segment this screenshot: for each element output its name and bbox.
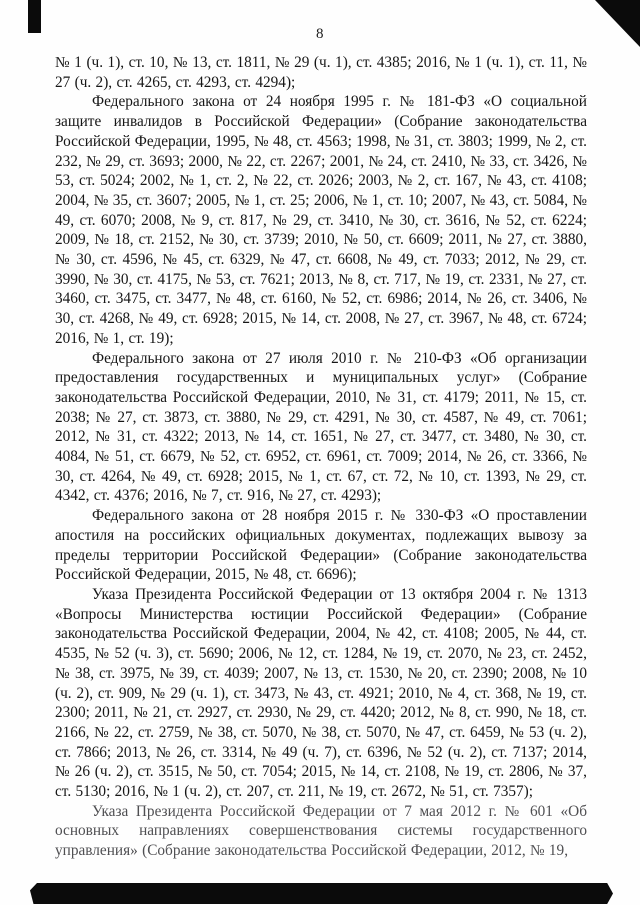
paragraph-law-210-fz: Федерального закона от 27 июля 2010 г. № 210-ФЗ «Об организации предоставления государственных и муниципальных услуг» (Собрание законодательства Российской Федерации, 2010, № 31, ст. 4179; 2011, № 15, ст. 2038; № 27, ст. 3873, ст. 3880, № 29, ст. 4291, № 30, ст. 4587, № 49, ст. 7061; 2012, № 31, ст. 4322; 2013, № 14, ст. 1651, № 27, ст. 3477, ст. 3480, № 30, ст. 4084, № 51, ст. 6679, № 52, ст. 6952, ст. 6961, ст. 7009; 2014, № 26, ст. 3366, № 30, ст. 4264, № 49, ст. 6928; 2015, № 1, ст. 67, ст. 72, № 10, ст. 1393, № 29, ст. 4342, ст. 4376; 2016, № 7, ст. 916, № 27, ст. 4293); (55, 349, 587, 505)
page-number: 8 (316, 26, 324, 42)
paragraph-continuation: № 1 (ч. 1), ст. 10, № 13, ст. 1811, № 29 (ч. 1), ст. 4385; 2016, № 1 (ч. 1), ст. 11, № 27 (ч. 2), ст. 4265, ст. 4293, ст. 4294); (55, 54, 587, 91)
paragraph-decree-601: Указа Президента Российской Федерации от 7 мая 2012 г. № 601 «Об основных направлениях совершенствования системы государственного управления» (Собрание законодательства Российской Федерации, 2012, № 19, (55, 802, 587, 860)
paragraph-law-181-fz: Федерального закона от 24 ноября 1995 г. № 181-ФЗ «О социальной защите инвалидов в Российской Федерации» (Собрание законодательства Российской Федерации, 1995, № 48, ст. 4563; 1998, № 31, ст. 3803; 1999, № 2, ст. 232, № 29, ст. 3693; 2000, № 22, ст. 2267; 2001, № 24, ст. 2410, № 33, ст. 3426, № 53, ст. 5024; 2002, № 1, ст. 2, № 22, ст. 2026; 2003, № 2, ст. 167, № 43, ст. 4108; 2004, № 35, ст. 3607; 2005, № 1, ст. 25; 2006, № 1, ст. 10; 2007, № 43, ст. 5084, № 49, ст. 6070; 2008, № 9, ст. 817, № 29, ст. 3410, № 30, ст. 3616, № 52, ст. 6224; 2009, № 18, ст. 2152, № 30, ст. 3739; 2010, № 50, ст. 6609; 2011, № 27, ст. 3880, № 30, ст. 4596, № 45, ст. 6329, № 47, ст. 6608, № 49, ст. 7033; 2012, № 29, ст. 3990, № 30, ст. 4175, № 53, ст. 7621; 2013, № 8, ст. 717, № 19, ст. 2331, № 27, ст. 3460, ст. 3475, ст. 3477, № 48, ст. 6160, № 52, ст. 6986; 2014, № 26, ст. 3406, № 30, ст. 4268, № 49, ст. 6928; 2015, № 14, ст. 2008, № 27, ст. 3967, № 48, ст. 6724; 2016, № 1, ст. 19); (55, 93, 587, 347)
scan-artifact-bottom-bar (30, 883, 613, 904)
paragraph-decree-1313: Указа Президента Российской Федерации от 13 октября 2004 г. № 1313 «Вопросы Министерства юстиции Российской Федерации» (Собрание законодательства Российской Федерации, 2004, № 42, ст. 4108; 2005, № 44, ст. 4535, № 52 (ч. 3), ст. 5690; 2006, № 12, ст. 1284, № 19, ст. 2070, № 23, ст. 2452, № 38, ст. 3975, № 39, ст. 4039; 2007, № 13, ст. 1530, № 20, ст. 2390; 2008, № 10 (ч. 2), ст. 909, № 29 (ч. 1), ст. 3473, № 43, ст. 4921; 2010, № 4, ст. 368, № 19, ст. 2300; 2011, № 21, ст. 2927, ст. 2930, № 29, ст. 4420; 2012, № 8, ст. 990, № 18, ст. 2166, № 22, ст. 2759, № 38, ст. 5070, № 38, ст. 5070, № 47, ст. 6459, № 53 (ч. 2), ст. 7866; 2013, № 26, ст. 3314, № 49 (ч. 7), ст. 6396, № 52 (ч. 2), ст. 7137; 2014, № 26 (ч. 2), ст. 3515, № 50, ст. 7054; 2015, № 14, ст. 2108, № 19, ст. 2806, № 37, ст. 5130; 2016, № 1 (ч. 2), ст. 207, ст. 211, № 19, ст. 2672, № 51, ст. 7357); (55, 585, 587, 801)
document-body (55, 53, 587, 861)
paragraph-law-330-fz: Федерального закона от 28 ноября 2015 г. № 330-ФЗ «О проставлении апостиля на российских официальных документах, подлежащих вывозу за пределы территории Российской Федерации» (Собрание законодательства Российской Федерации, 2015, № 48, ст. 6696); (55, 507, 587, 584)
